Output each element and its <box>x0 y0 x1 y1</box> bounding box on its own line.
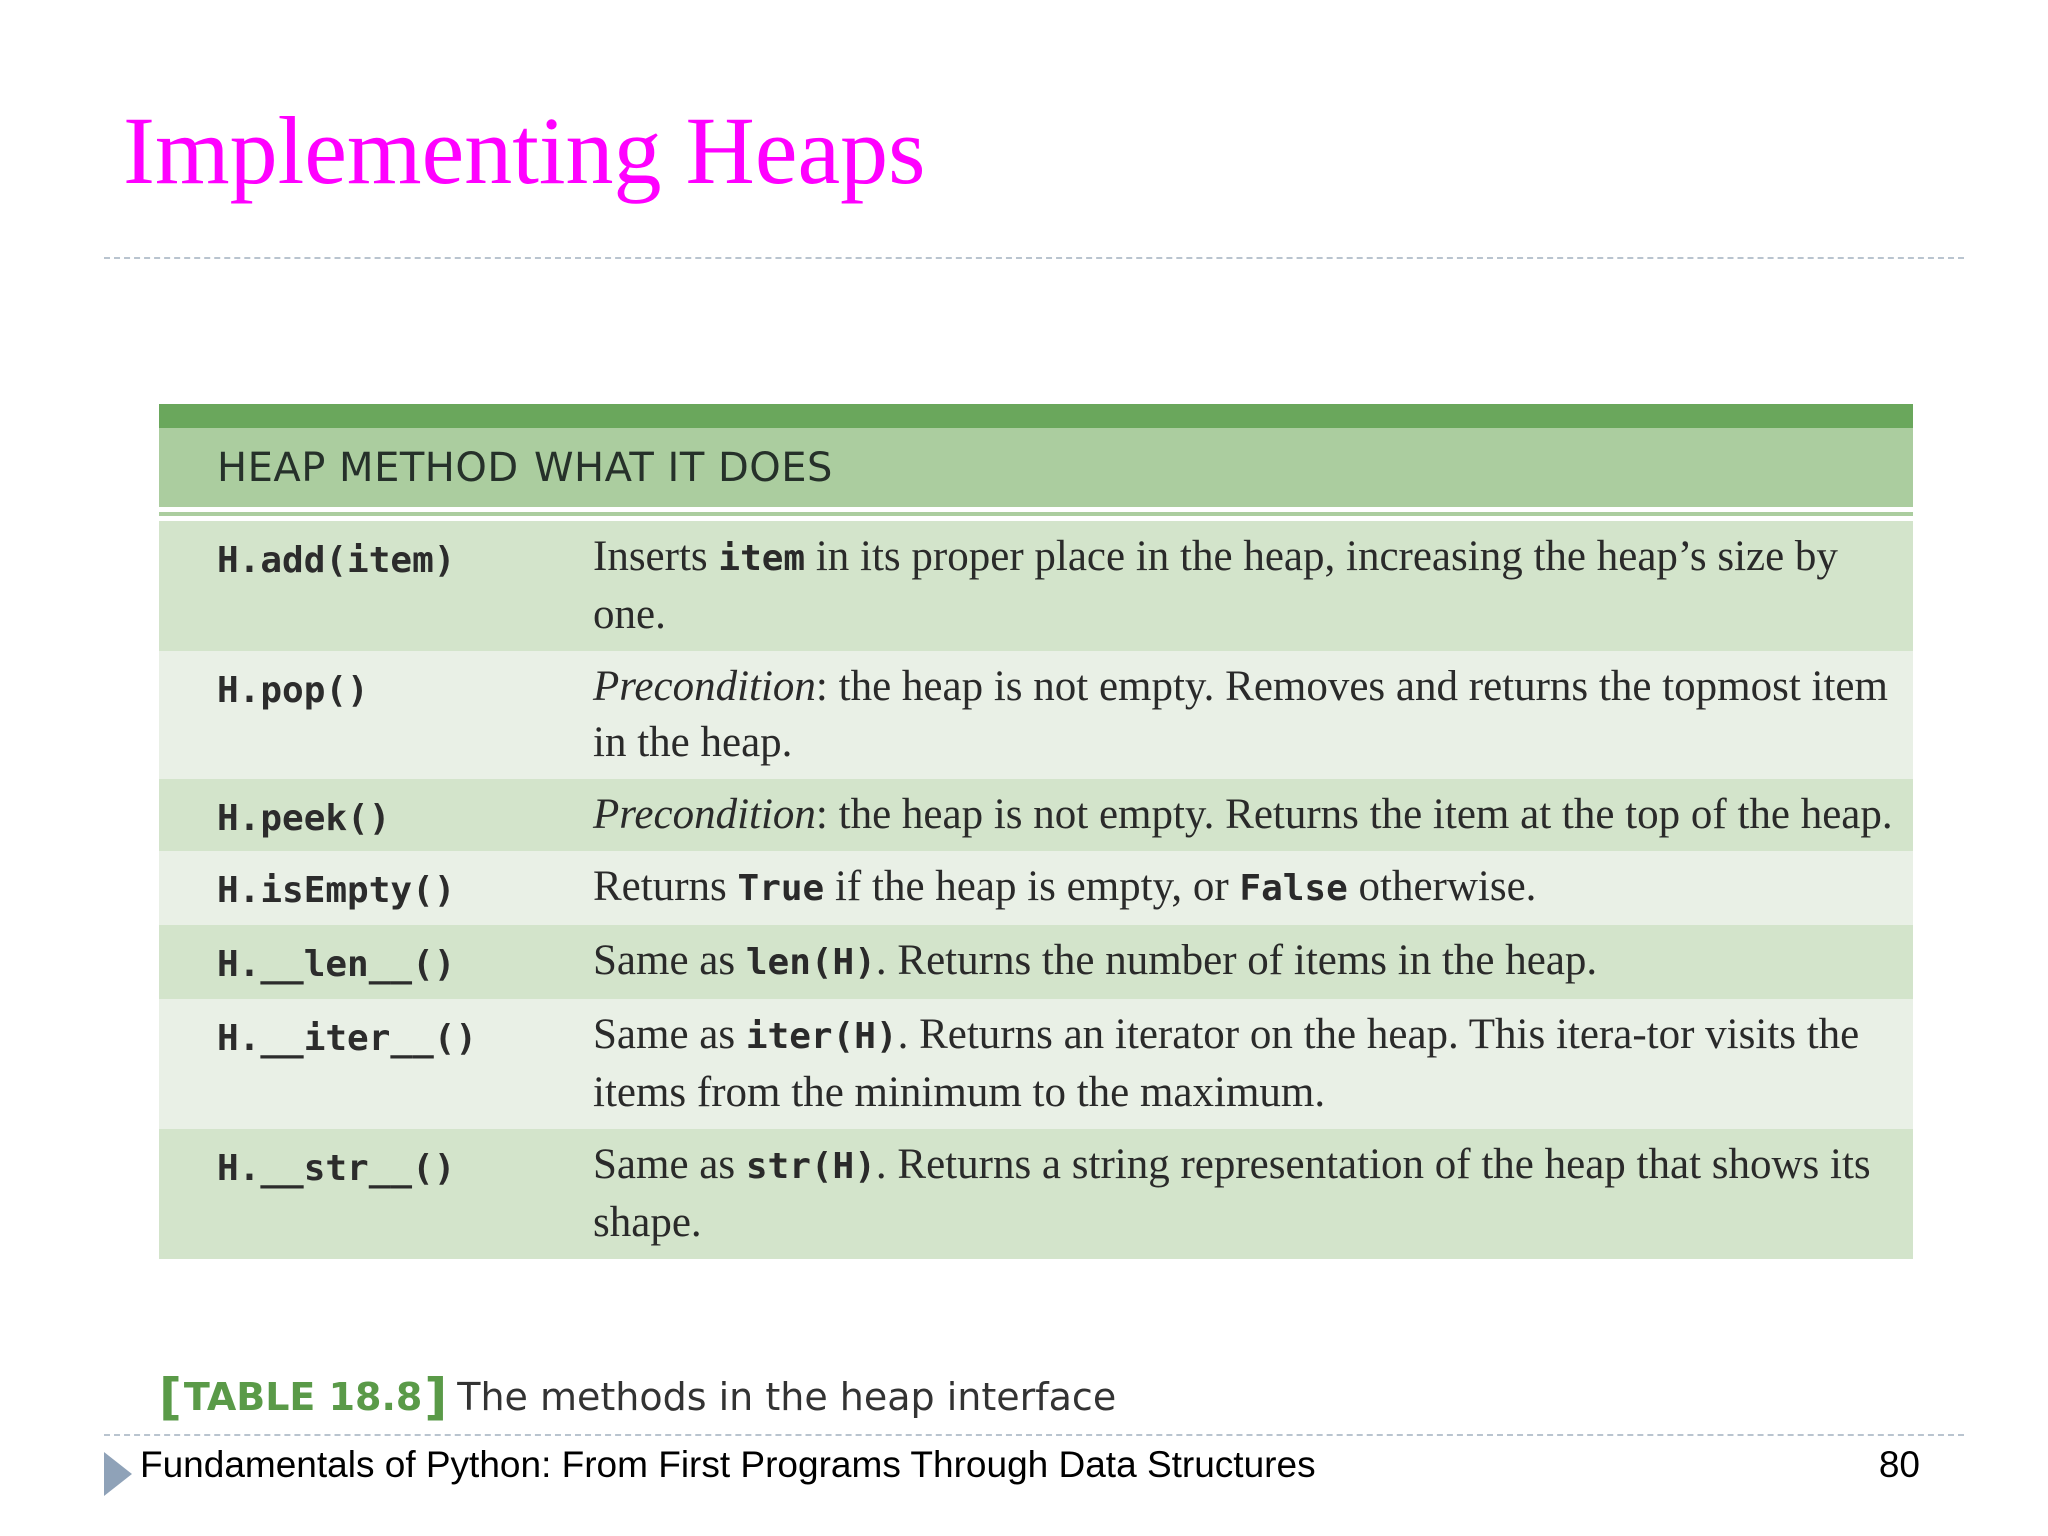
description-text: Inserts <box>593 533 719 580</box>
table-row <box>159 521 1913 651</box>
description-text: : the heap is not empty. Removes and returns the topmost item in the heap. <box>593 663 1888 766</box>
table-row <box>159 651 1913 779</box>
description-text: otherwise. <box>1347 863 1537 910</box>
description-text: Same as <box>593 937 746 984</box>
heap-methods-table <box>159 404 1913 1259</box>
table-row <box>159 999 1913 1129</box>
code-text: iter(H) <box>745 1016 898 1057</box>
method-name: H.add(item) <box>217 540 456 581</box>
table-row <box>159 1129 1913 1259</box>
description-text: . Returns an iterator on the heap. This itera-tor visits the items from the minimum to the maximum. <box>593 1011 1860 1116</box>
header-heap-method: HEAP METHOD <box>217 444 519 491</box>
description-text: in its proper place in the heap, increasing the heap’s size by one. <box>593 533 1838 638</box>
method-description <box>593 999 1913 1129</box>
table-body <box>159 521 1913 1259</box>
description-text: Same as <box>593 1141 746 1188</box>
caption-open-bracket: [ <box>159 1368 182 1426</box>
description-text: Returns <box>593 863 738 910</box>
code-text: False <box>1239 868 1348 909</box>
table-caption <box>159 1368 1117 1426</box>
caption-close-bracket: ] <box>424 1368 448 1426</box>
description-text: Same as <box>593 1011 746 1058</box>
table-row <box>159 925 1913 999</box>
table-row <box>159 851 1913 925</box>
header-what-it-does: WHAT IT DOES <box>534 444 833 491</box>
method-description <box>593 779 1913 851</box>
caption-text: The methods in the heap interface <box>457 1375 1117 1419</box>
method-description <box>593 851 1913 925</box>
description-text: . Returns the number of items in the heap. <box>875 937 1598 984</box>
description-text: if the heap is empty, or <box>824 863 1240 910</box>
method-description <box>593 521 1913 651</box>
method-name: H.isEmpty() <box>217 870 456 911</box>
code-text: len(H) <box>745 942 876 983</box>
caption-table-number: TABLE 18.8 <box>183 1375 423 1419</box>
description-text: Precondition <box>593 663 816 710</box>
method-name: H.peek() <box>217 798 391 839</box>
table-row <box>159 779 1913 851</box>
footer-arrow-icon <box>104 1452 132 1496</box>
code-text: item <box>718 538 806 579</box>
table-top-bar <box>159 404 1913 428</box>
method-name: H.__iter__() <box>217 1018 478 1059</box>
header-separator <box>159 507 1913 521</box>
bottom-divider <box>104 1434 1964 1436</box>
description-text: . Returns a string representation of the heap that shows its shape. <box>593 1141 1871 1246</box>
code-text: str(H) <box>745 1146 876 1187</box>
method-name: H.pop() <box>217 670 369 711</box>
method-description <box>593 651 1913 779</box>
code-text: True <box>737 868 825 909</box>
method-name: H.__len__() <box>217 944 456 985</box>
page-number: 80 <box>1878 1444 1920 1485</box>
footer-book-title: Fundamentals of Python: From First Programs Through Data Structures <box>140 1444 1316 1485</box>
method-name: H.__str__() <box>217 1148 456 1189</box>
description-text: : the heap is not empty. Returns the item at the top of the heap. <box>815 791 1893 838</box>
description-text: Precondition <box>593 791 816 838</box>
method-description <box>593 1129 1913 1259</box>
table-header-row <box>159 428 1913 507</box>
slide-title: Implementing Heaps <box>123 97 926 204</box>
top-divider <box>104 257 1964 259</box>
method-description <box>593 925 1913 999</box>
